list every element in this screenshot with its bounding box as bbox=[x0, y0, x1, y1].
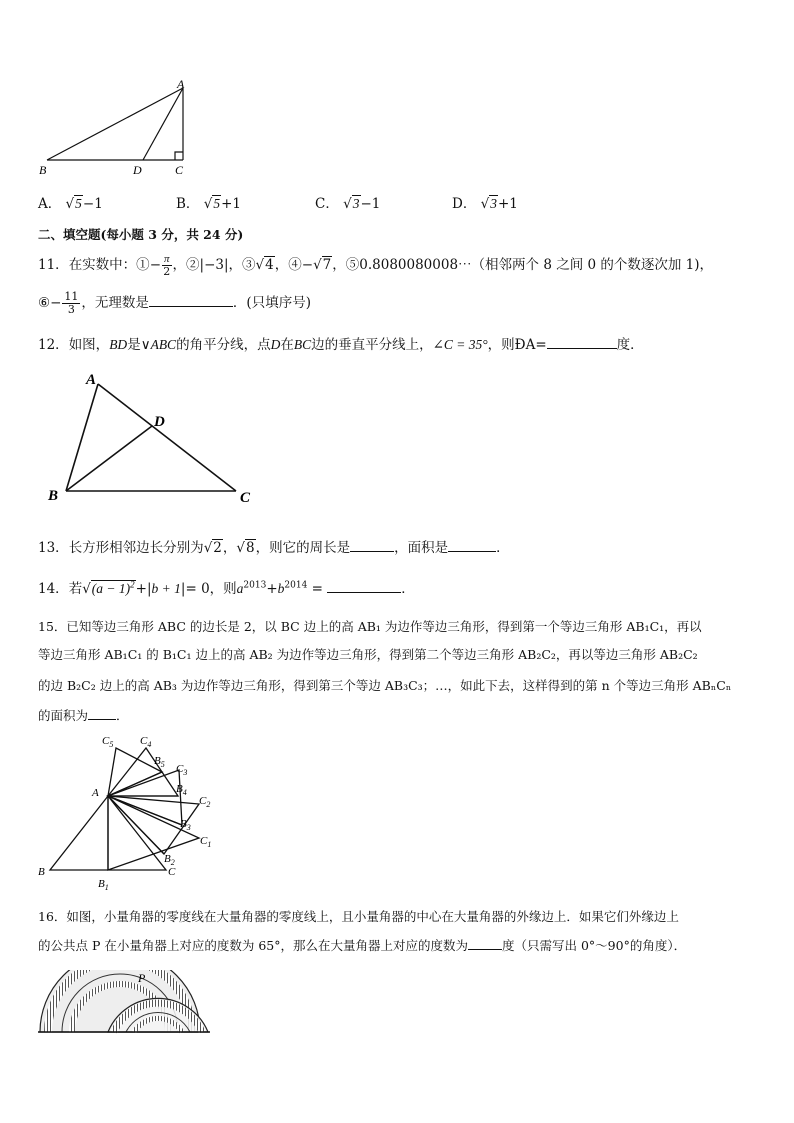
q12-t2: 是 bbox=[127, 337, 141, 353]
q10-option-a[interactable] bbox=[38, 192, 103, 212]
q10-option-d[interactable] bbox=[452, 192, 518, 212]
option-key: C． bbox=[315, 196, 339, 212]
option-key: B． bbox=[176, 196, 200, 212]
edge-bd bbox=[66, 426, 152, 491]
sep-6: ⑥− bbox=[38, 295, 62, 311]
radicand: 3 bbox=[352, 196, 360, 211]
q15-line2: 等边三角形 AB₁C₁ 的 B₁C₁ 边上的高 AB₂ 为边作等边三角形，得到第二个等边三角形 AB₂C₂，再以等边三角形 AB₂C₂ bbox=[38, 647, 698, 662]
sep-3: ，③ bbox=[228, 257, 256, 273]
q15-line1: 15．已知等边三角形 ABC 的边长是 2，以 BC 边上的高 AB₁ 为边作等边三角形，得到第一个等边三角形 AB₁C₁，再以 bbox=[38, 619, 702, 634]
radicand: 3 bbox=[490, 196, 497, 211]
sqrt-icon: √ bbox=[65, 196, 75, 212]
letter: B bbox=[176, 783, 183, 795]
option-tail: +1 bbox=[221, 196, 241, 212]
answer-blank[interactable] bbox=[547, 337, 617, 349]
answer-blank[interactable] bbox=[350, 540, 394, 552]
q12-t7: 度． bbox=[616, 337, 644, 353]
fraction-11-over-3 bbox=[62, 291, 80, 316]
label-c5 bbox=[102, 735, 113, 749]
question-number: 13． bbox=[38, 540, 69, 556]
subscript: 2 bbox=[170, 858, 175, 867]
subscript: 3 bbox=[186, 823, 191, 832]
q12-triangle-figure bbox=[40, 368, 270, 508]
q10-option-b[interactable] bbox=[176, 192, 241, 212]
sep-5: ，⑤0.8080080008⋯（相邻两个 8 之间 0 的个数逐次加 1)， bbox=[332, 257, 714, 273]
sqrt-icon: √ bbox=[343, 196, 352, 212]
radicand: 7 bbox=[322, 257, 332, 273]
label-a: A bbox=[86, 372, 97, 388]
radicand: 5 bbox=[213, 196, 221, 211]
exponent: 2 bbox=[130, 579, 135, 590]
q12-tri: ∨ABC bbox=[140, 337, 177, 352]
q16-prompt: 的公共点 P 在小量角器上对应的度数为 65°，那么在大量角器上对应的度数为 bbox=[38, 938, 468, 953]
letter: C bbox=[140, 735, 148, 747]
exponent: 2014 bbox=[284, 580, 308, 591]
question-number: 12． bbox=[38, 337, 69, 353]
q15-line4 bbox=[38, 706, 129, 724]
label-a: A bbox=[177, 78, 185, 91]
plus: + bbox=[266, 581, 278, 597]
label-c4 bbox=[140, 735, 151, 749]
question-number: 11． bbox=[38, 257, 69, 273]
var-b: b bbox=[277, 581, 285, 596]
q15-prompt: 的面积为 bbox=[38, 708, 89, 723]
subscript: 5 bbox=[109, 740, 114, 749]
section-title: 二、填空题(每小题 3 分，共 24 分) bbox=[38, 227, 244, 242]
q15-tail: ． bbox=[116, 708, 129, 723]
triangle-ab4c4 bbox=[108, 748, 178, 796]
label-d: D bbox=[154, 414, 165, 430]
sqrt-icon: √ bbox=[203, 196, 213, 212]
label-c1 bbox=[200, 835, 211, 849]
edge-ba bbox=[66, 384, 98, 491]
q12-d: D bbox=[270, 337, 281, 352]
label-c2 bbox=[199, 795, 210, 809]
q11-prompt: ，无理数是 bbox=[81, 295, 149, 311]
q11-line1: 11．在实数中：①− $\frac{\pi}{2}$ ，②|−3|，③√4，④−√7，⑤0.8080080008⋯（相邻两个 8 之间 0 的个数逐次加 1)， bbox=[38, 253, 714, 278]
q11-tail: ．(只填序号) bbox=[232, 295, 311, 311]
q12-t6: ，则 bbox=[487, 337, 515, 353]
q16-line1: 16．如图，小量角器的零度线在大量角器的零度线上，且小量角器的中心在大量角器的外缘边上．如果它们外缘边上 bbox=[38, 909, 679, 924]
label-c: C bbox=[175, 163, 184, 177]
label-b4 bbox=[176, 783, 187, 797]
q13-t3: ，则它的周长是 bbox=[255, 540, 351, 556]
frac-den: 2 bbox=[163, 265, 171, 278]
subscript: 1 bbox=[104, 883, 109, 892]
subscript: 2 bbox=[206, 800, 211, 809]
label-b: B bbox=[39, 163, 47, 177]
label-b: B bbox=[48, 488, 59, 504]
option-tail: −1 bbox=[82, 196, 103, 212]
frac-den: 3 bbox=[67, 303, 75, 316]
answer-blank[interactable] bbox=[448, 540, 496, 552]
answer-blank[interactable] bbox=[468, 938, 502, 950]
option-tail: +1 bbox=[497, 196, 518, 212]
radicand: 8 bbox=[246, 540, 255, 556]
q12-da: ĐA= bbox=[514, 337, 547, 353]
q16-protractors-figure bbox=[38, 970, 210, 1034]
triangle-ab1c1 bbox=[108, 796, 199, 870]
label-c3 bbox=[176, 763, 187, 777]
edge-ac bbox=[98, 384, 236, 491]
radicand: 5 bbox=[75, 196, 82, 211]
frac-num: 11 bbox=[64, 290, 79, 303]
sep-4: ，④− bbox=[274, 257, 314, 273]
label-b3 bbox=[180, 818, 191, 832]
option-key: A． bbox=[38, 196, 62, 212]
q11-lead: 在实数中：① bbox=[68, 257, 150, 273]
radicand: 2 bbox=[213, 540, 222, 556]
q12-bd: BD bbox=[109, 337, 128, 352]
label-d: D bbox=[133, 163, 142, 177]
q15-line3: 的边 B₂C₂ 边上的高 AB₃ 为边作等边三角形，得到第三个等边 AB₃C₃；…，如此下去，这样得到的第 n 个等边三角形 ABₙCₙ bbox=[38, 678, 732, 693]
q14-t3: = 0，则 bbox=[185, 581, 237, 597]
subscript: 4 bbox=[182, 788, 187, 797]
sep-2: ，② bbox=[172, 257, 200, 273]
label-a: A bbox=[92, 787, 99, 799]
option-key: D． bbox=[452, 196, 477, 212]
q14-t2: + bbox=[135, 581, 147, 597]
letter: C bbox=[102, 735, 110, 747]
letter: B bbox=[154, 755, 161, 767]
question-number: 14． bbox=[38, 581, 69, 597]
label-b5 bbox=[154, 755, 165, 769]
sqrt-icon: √ bbox=[313, 257, 322, 273]
q15-nested-triangles-figure bbox=[36, 732, 236, 892]
answer-blank[interactable] bbox=[149, 295, 233, 307]
letter: C bbox=[176, 763, 184, 775]
q13-text bbox=[38, 536, 510, 556]
letter: B bbox=[180, 818, 187, 830]
sqrt-icon: √ bbox=[236, 540, 245, 556]
label-b2 bbox=[164, 853, 175, 867]
label-b: B bbox=[38, 866, 45, 878]
answer-blank[interactable] bbox=[88, 708, 116, 720]
var-a: a bbox=[236, 581, 244, 596]
q13-t5: ． bbox=[496, 540, 510, 556]
q16-tail: 度（只需写出 0°～90°的角度）． bbox=[502, 938, 687, 953]
q16-line2 bbox=[38, 936, 686, 954]
sqrt-icon: √ bbox=[203, 540, 213, 556]
label-c: C bbox=[168, 866, 176, 878]
radicand-base: (a − 1) bbox=[91, 581, 131, 596]
label-c: C bbox=[240, 490, 251, 506]
q12-text bbox=[38, 333, 644, 353]
right-angle-mark bbox=[175, 152, 183, 160]
q13-t1: 长方形相邻边长分别为 bbox=[68, 540, 204, 556]
frac-num: π bbox=[164, 253, 170, 265]
q13-t4: ，面积是 bbox=[394, 540, 449, 556]
abs-value: b + 1 bbox=[151, 581, 181, 596]
q12-t5: 边的垂直平分线上， bbox=[311, 337, 433, 353]
letter: B bbox=[98, 878, 105, 890]
option-tail: −1 bbox=[360, 196, 381, 212]
fraction-pi-over-2 bbox=[162, 253, 172, 278]
q12-bc: BC bbox=[293, 337, 312, 352]
letter: C bbox=[199, 795, 207, 807]
subscript: 1 bbox=[207, 840, 212, 849]
q14-t4: ． bbox=[401, 581, 415, 597]
radicand bbox=[91, 580, 136, 596]
label-b1 bbox=[98, 878, 109, 892]
label-p: P bbox=[138, 971, 146, 985]
subscript: 3 bbox=[183, 768, 188, 777]
q14-t1: 若 bbox=[68, 581, 83, 597]
abs-value: −3 bbox=[204, 257, 224, 273]
q12-t1: 如图， bbox=[68, 337, 110, 353]
letter: C bbox=[200, 835, 208, 847]
subscript: 5 bbox=[160, 760, 165, 769]
sqrt-icon: √ bbox=[82, 581, 91, 597]
q11-line2 bbox=[38, 290, 311, 316]
q12-t4: 在 bbox=[280, 337, 294, 353]
q13-t2: ， bbox=[222, 540, 237, 556]
exponent: 2013 bbox=[243, 580, 267, 591]
answer-blank[interactable] bbox=[327, 581, 401, 593]
subscript: 4 bbox=[147, 740, 152, 749]
letter: B bbox=[164, 853, 171, 865]
sqrt-icon: √ bbox=[480, 196, 490, 212]
q14-text: 14．若$√(a - 1)^2+|b + 1|= 0$，则$a^{2013}+b^{2014}$ = ． bbox=[38, 579, 415, 597]
q10-option-c[interactable] bbox=[315, 192, 380, 212]
q12-angle: ∠C = 35° bbox=[432, 337, 488, 352]
radicand: 4 bbox=[265, 257, 274, 273]
sqrt-icon: √ bbox=[255, 257, 265, 273]
q12-t3: 的角平分线，点 bbox=[176, 337, 271, 353]
q10-triangle-figure bbox=[35, 78, 195, 178]
equals: = bbox=[311, 581, 323, 597]
